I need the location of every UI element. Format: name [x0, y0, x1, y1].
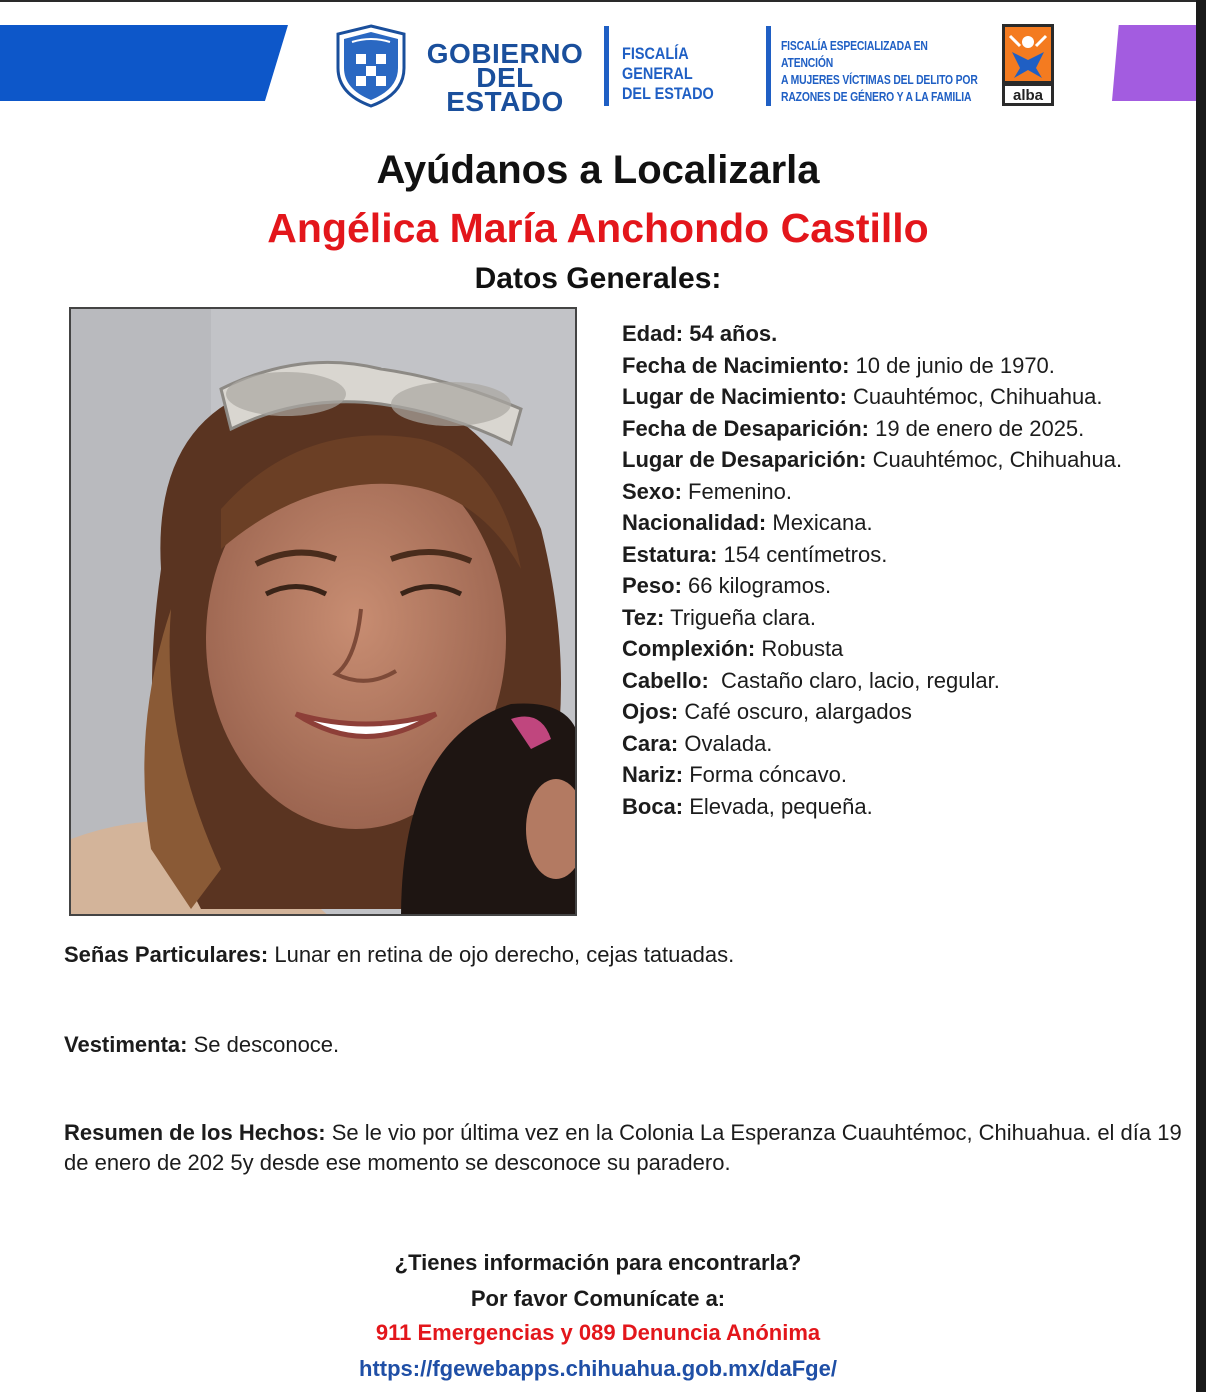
- detail-label: Ojos:: [622, 699, 679, 724]
- detail-value: Elevada, pequeña.: [683, 793, 873, 819]
- detail-label: Fecha de Desaparición:: [622, 415, 869, 441]
- state-shield-icon: [334, 24, 408, 108]
- detail-label: Edad:: [622, 321, 684, 346]
- right-border: [1196, 0, 1206, 1392]
- alba-logo-icon: [1002, 24, 1054, 106]
- section-heading: Datos Generales:: [474, 262, 722, 295]
- resumen-hechos: [64, 1118, 1184, 1178]
- top-border: [0, 0, 1206, 2]
- detail-value: Mexicana.: [766, 510, 873, 535]
- detail-edad: [622, 318, 1192, 350]
- detail-value: 66 kilogramos.: [681, 573, 832, 598]
- detail-sexo: [622, 476, 1192, 508]
- detail-value: Cuauhtémoc, Chihuahua.: [866, 447, 1123, 472]
- detail-label: Complexión:: [622, 636, 756, 661]
- blue-banner-bar: [0, 25, 288, 101]
- vestimenta-value: Se desconoce.: [187, 1032, 340, 1057]
- detail-value: 10 de junio de 1970.: [849, 352, 1055, 378]
- purple-banner-bar: [1112, 25, 1196, 101]
- header-divider: [604, 26, 609, 106]
- emergency-phones: 911 Emergencias y 089 Denuncia Anónima: [375, 1320, 821, 1345]
- contact-instruction: Por favor Comunícate a:: [470, 1286, 726, 1311]
- detail-tez: [622, 602, 1192, 634]
- detail-nariz: [622, 759, 1192, 791]
- detail-label: Cara:: [622, 730, 679, 756]
- vestimenta: [64, 1030, 1184, 1060]
- detail-label: Boca:: [622, 793, 684, 819]
- detail-value: Forma cóncavo.: [683, 762, 847, 787]
- contact-url-link[interactable]: https://fgewebapps.chihuahua.gob.mx/daFge/: [359, 1356, 837, 1381]
- detail-label: Cabello:: [622, 667, 709, 693]
- detail-cara: [622, 728, 1192, 760]
- fiscalia-especializada-text: [781, 38, 980, 106]
- detail-fecha-nacimiento: [622, 350, 1192, 382]
- page-title: Ayúdanos a Localizarla: [376, 148, 820, 192]
- resumen-value: Se le vio por última vez en la Colonia La Esperanza Cuauhtémoc, Chihuahua. el día 19 de enero de 202 5y desde ese momento se desconoce su paradero.: [64, 1120, 1182, 1175]
- detail-label: Estatura:: [622, 541, 718, 567]
- general-data-list: [622, 318, 1192, 822]
- detail-value: Robusta: [755, 636, 844, 661]
- gobierno-line1: GOBIERNO: [426, 38, 584, 69]
- detail-label: Lugar de Nacimiento:: [622, 384, 847, 409]
- detail-lugar-desaparicion: [622, 444, 1192, 476]
- vestimenta-label: Vestimenta:: [64, 1032, 188, 1057]
- detail-label: Lugar de Desaparición:: [622, 447, 867, 472]
- especializada-line3: RAZONES DE GÉNERO Y A LA FAMILIA: [781, 90, 972, 104]
- contact-question: ¿Tienes información para encontrarla?: [394, 1250, 802, 1275]
- detail-label: Nariz:: [622, 762, 684, 787]
- resumen-label: Resumen de los Hechos:: [64, 1120, 326, 1145]
- detail-label: Nacionalidad:: [622, 510, 767, 535]
- detail-nacionalidad: [622, 507, 1192, 539]
- missing-person-photo: [69, 307, 577, 916]
- senas-particulares: [64, 940, 1184, 970]
- fiscalia-line2: DEL ESTADO: [622, 84, 714, 103]
- detail-label: Sexo:: [622, 478, 682, 504]
- detail-value: Café oscuro, alargados: [678, 699, 912, 724]
- fiscalia-general-logo-text: [622, 44, 741, 104]
- header-divider: [766, 26, 771, 106]
- detail-value: Castaño claro, lacio, regular.: [708, 667, 1000, 693]
- especializada-line1: FISCALÍA ESPECIALIZADA EN ATENCIÓN: [781, 39, 928, 70]
- detail-value: 19 de enero de 2025.: [868, 415, 1085, 441]
- detail-value: Ovalada.: [678, 730, 773, 756]
- detail-label: Peso:: [622, 573, 682, 598]
- detail-value: 54 años.: [683, 321, 778, 346]
- detail-estatura: [622, 539, 1192, 571]
- fiscalia-line1: FISCALÍA GENERAL: [622, 44, 693, 83]
- detail-value: Trigueña clara.: [664, 604, 817, 630]
- gobierno-logo-text: [416, 38, 594, 117]
- detail-complexion: [622, 633, 1192, 665]
- detail-lugar-nacimiento: [622, 381, 1192, 413]
- especializada-line2: A MUJERES VÍCTIMAS DEL DELITO POR: [781, 73, 978, 87]
- missing-person-name: Angélica María Anchondo Castillo: [267, 205, 929, 251]
- senas-label: Señas Particulares:: [64, 942, 269, 967]
- senas-value: Lunar en retina de ojo derecho, cejas tatuadas.: [268, 942, 735, 967]
- detail-value: 154 centímetros.: [717, 541, 888, 567]
- detail-boca: [622, 791, 1192, 823]
- detail-peso: [622, 570, 1192, 602]
- detail-value: Femenino.: [681, 478, 792, 504]
- detail-value: Cuauhtémoc, Chihuahua.: [846, 384, 1103, 409]
- alba-logo-text: alba: [1012, 87, 1044, 104]
- detail-ojos: [622, 696, 1192, 728]
- detail-fecha-desaparicion: [622, 413, 1192, 445]
- detail-cabello: [622, 665, 1192, 697]
- detail-label: Tez:: [622, 604, 665, 630]
- detail-label: Fecha de Nacimiento:: [622, 352, 850, 378]
- gobierno-line2: DEL ESTADO: [446, 62, 564, 117]
